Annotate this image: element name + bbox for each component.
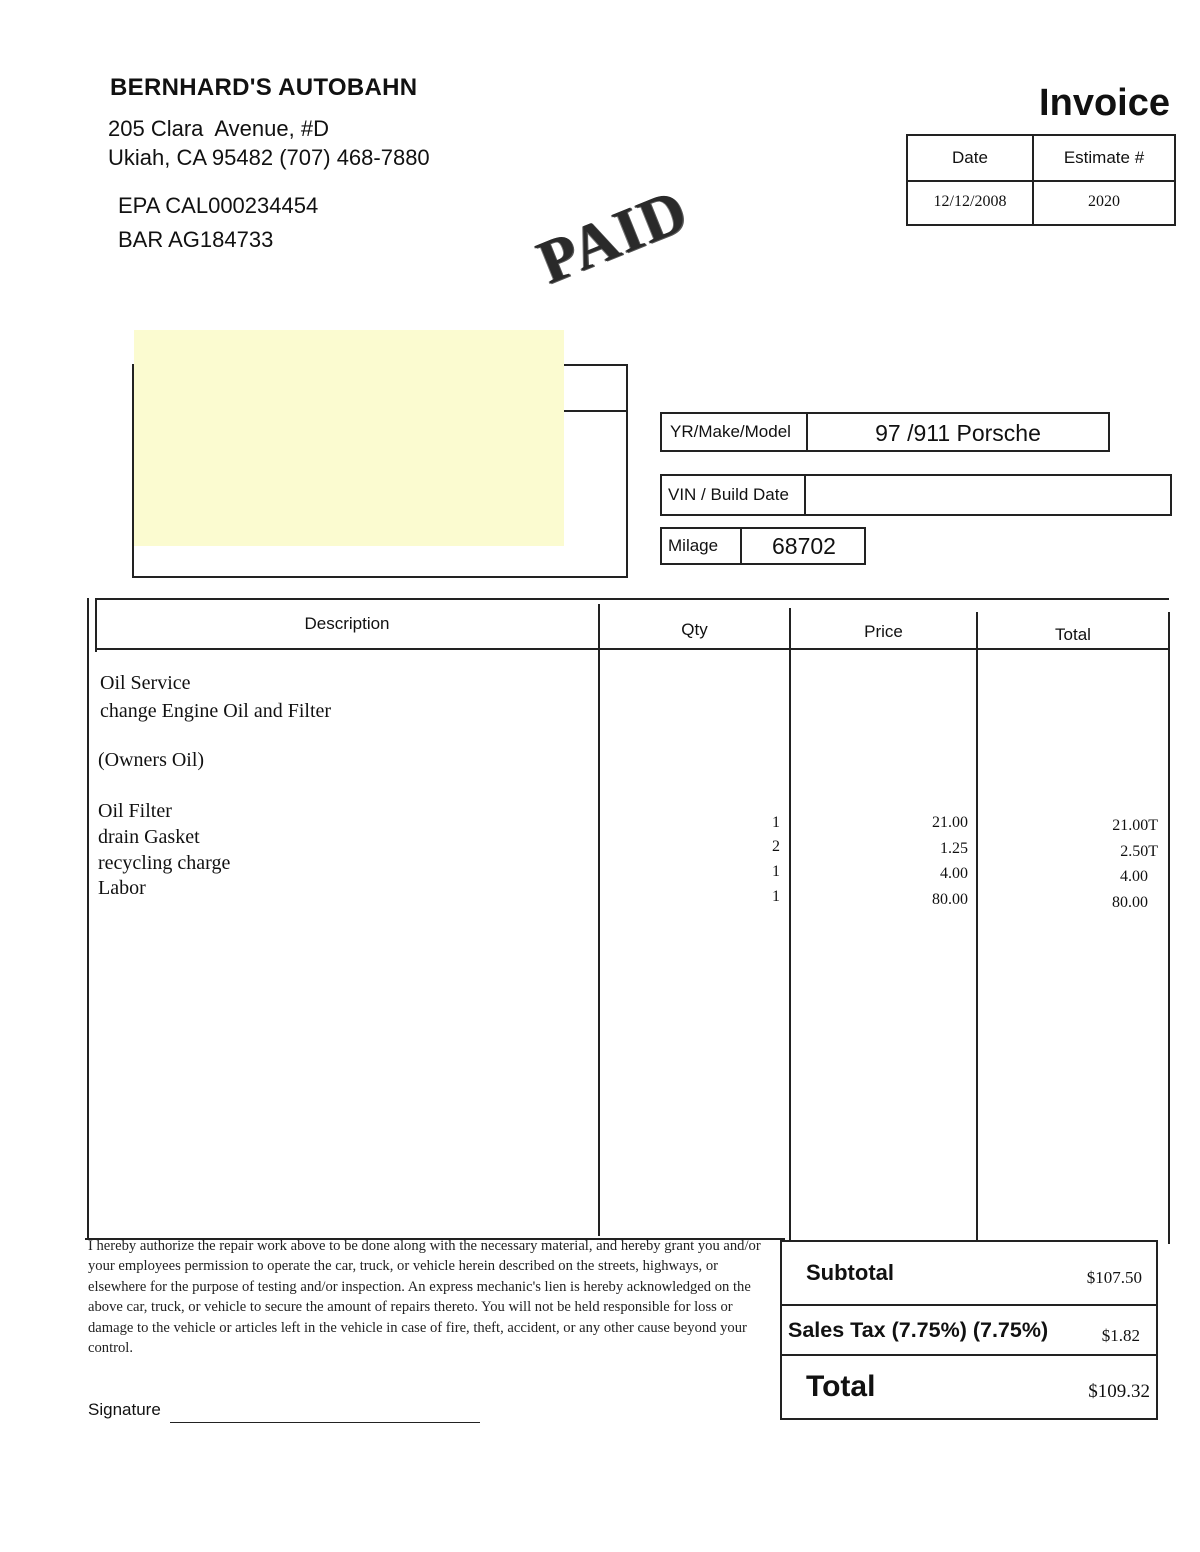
item-price: 4.00 bbox=[940, 865, 968, 882]
model-label: YR/Make/Model bbox=[670, 422, 791, 441]
item-description: drain Gasket bbox=[98, 826, 200, 848]
item-qty: 1 bbox=[772, 814, 780, 831]
subtotal-label: Subtotal bbox=[806, 1260, 894, 1285]
bar-number: BAR AG184733 bbox=[118, 227, 274, 252]
item-price: 80.00 bbox=[932, 891, 968, 908]
tax-label: Sales Tax (7.75%) (7.75%) bbox=[788, 1318, 1049, 1342]
item-description: Oil Filter bbox=[98, 800, 172, 822]
tax-value: $1.82 bbox=[1101, 1326, 1140, 1345]
vin-label: VIN / Build Date bbox=[668, 485, 789, 504]
signature-label: Signature bbox=[88, 1400, 161, 1419]
note-line: Oil Service bbox=[100, 672, 191, 694]
date-value: 12/12/2008 bbox=[933, 193, 1007, 210]
item-total: 4.00 bbox=[1120, 868, 1148, 885]
item-qty: 2 bbox=[772, 838, 780, 855]
authorization-text: I hereby authorize the repair work above to be done along with the necessary material, and hereby grant you and/or your employees permission to operate the car, truck, or vehicle herein described on the streets, highways, or elsewhere for the purpose of testing and/or inspection. An express mechanic's lien is hereby acknowledged on the above car, truck, or vehicle to secure the amount of repairs thereto. You will not be held responsible for loss or damage to the vehicle or articles left in the vehicle in case of fire, theft, accident, or any other cause beyond your control. bbox=[88, 1238, 761, 1357]
items-table bbox=[87, 598, 1171, 1240]
item-total: 21.00T bbox=[1112, 817, 1158, 834]
note-line: (Owners Oil) bbox=[98, 749, 205, 771]
total-value: $109.32 bbox=[1088, 1381, 1150, 1402]
header-price: Price bbox=[864, 622, 903, 641]
header-description: Description bbox=[304, 614, 390, 633]
company-address-line1: 205 Clara Avenue, #D bbox=[108, 116, 329, 141]
estimate-label: Estimate # bbox=[1063, 148, 1145, 167]
item-price: 1.25 bbox=[940, 840, 968, 857]
paid-stamp: PAID bbox=[528, 176, 698, 298]
total-label: Total bbox=[806, 1370, 876, 1403]
epa-number: EPA CAL000234454 bbox=[118, 193, 319, 218]
subtotal-value: $107.50 bbox=[1086, 1268, 1142, 1287]
signature-line[interactable] bbox=[170, 1422, 480, 1423]
item-qty: 1 bbox=[772, 863, 780, 880]
item-qty: 1 bbox=[772, 888, 780, 905]
model-value: 97 /911 Porsche bbox=[875, 420, 1041, 446]
vin-field bbox=[660, 474, 1172, 516]
item-total: 2.50T bbox=[1120, 843, 1158, 860]
redaction-block bbox=[134, 330, 564, 546]
document-title: Invoice bbox=[1039, 82, 1170, 124]
item-total: 80.00 bbox=[1112, 894, 1148, 911]
header-qty: Qty bbox=[681, 620, 708, 639]
note-line: change Engine Oil and Filter bbox=[100, 700, 332, 722]
mileage-field bbox=[660, 527, 866, 565]
mileage-value: 68702 bbox=[772, 533, 836, 559]
model-field bbox=[660, 412, 1110, 452]
estimate-value: 2020 bbox=[1088, 193, 1120, 210]
item-description: Labor bbox=[98, 877, 146, 899]
item-description: recycling charge bbox=[98, 852, 231, 874]
company-name: BERNHARD'S AUTOBAHN bbox=[110, 74, 418, 101]
item-price: 21.00 bbox=[932, 814, 968, 831]
company-address-line2: Ukiah, CA 95482 (707) 468-7880 bbox=[108, 145, 430, 170]
header-total: Total bbox=[1055, 625, 1091, 644]
mileage-label: Milage bbox=[668, 536, 719, 555]
date-label: Date bbox=[952, 148, 988, 167]
summary-box bbox=[780, 1240, 1158, 1420]
date-estimate-table bbox=[906, 134, 1176, 226]
